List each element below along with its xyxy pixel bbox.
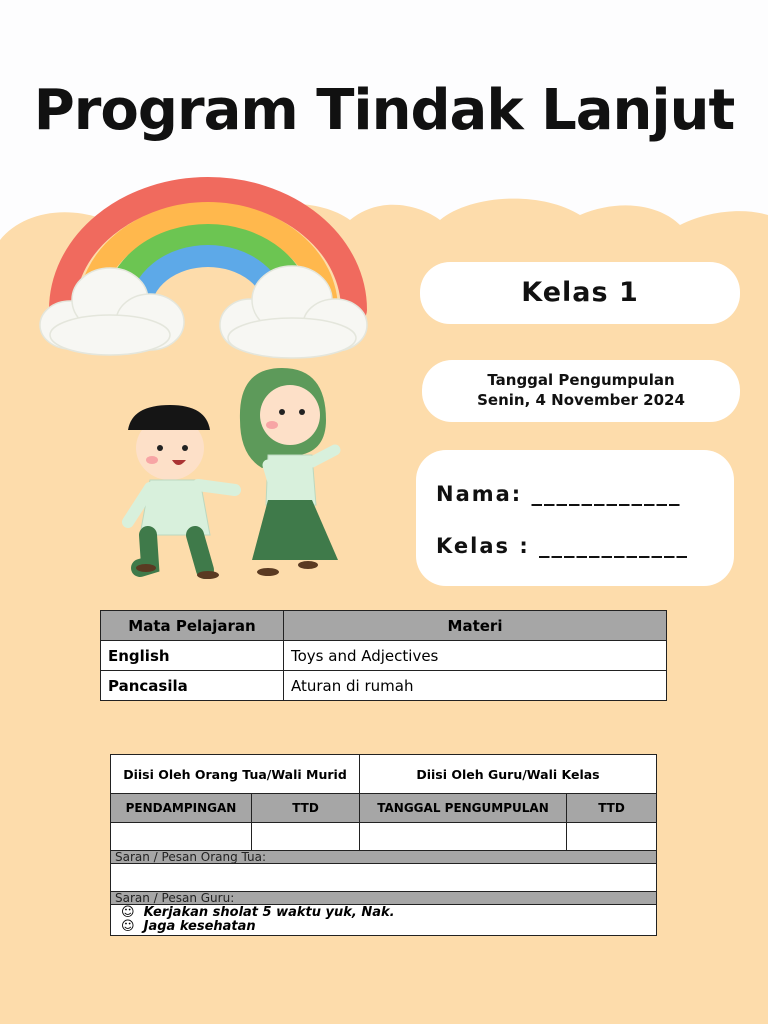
smiley-icon: ☺: [121, 905, 135, 920]
signoff-input-row: [111, 823, 657, 851]
smiley-icon: ☺: [121, 919, 135, 934]
parent-notes-label-row: [111, 851, 657, 864]
parent-section-header: Diisi Oleh Orang Tua/Wali Murid: [111, 755, 360, 794]
name-field[interactable]: Nama: ____________: [436, 482, 682, 506]
teacher-notes-label-row: [111, 892, 657, 905]
teacher-section-header: Diisi Oleh Guru/Wali Kelas: [360, 755, 657, 794]
column-header-tanggal: TANGGAL PENGUMPULAN: [360, 794, 567, 823]
class-pill: [420, 262, 740, 324]
submission-pill: [422, 360, 740, 422]
table-row: [101, 671, 667, 701]
subject-cell: Pancasila: [101, 671, 284, 701]
subject-cell: English: [101, 641, 284, 671]
identity-box: [416, 450, 734, 586]
teacher-notes-label: Saran / Pesan Guru:: [111, 892, 657, 905]
teacher-note-text: Kerjakan sholat 5 waktu yuk, Nak.: [143, 905, 395, 920]
topic-cell: Toys and Adjectives: [284, 641, 667, 671]
submission-label: Tanggal Pengumpulan: [487, 371, 675, 389]
class-field[interactable]: Kelas : ____________: [436, 534, 690, 558]
teacher-notes-row: [111, 905, 657, 936]
class-label: Kelas 1: [521, 277, 639, 308]
teacher-notes-cell: [111, 905, 657, 936]
column-header-pendampingan: PENDAMPINGAN: [111, 794, 252, 823]
ttd-parent-cell[interactable]: [252, 823, 360, 851]
parent-notes-label: Saran / Pesan Orang Tua:: [111, 851, 657, 864]
list-item: [121, 906, 652, 920]
column-header-ttd-parent: TTD: [252, 794, 360, 823]
list-item: [121, 920, 652, 934]
pendampingan-cell[interactable]: [111, 823, 252, 851]
page-title: Program Tindak Lanjut: [33, 78, 735, 143]
teacher-note-text: Jaga kesehatan: [143, 919, 256, 934]
column-header-ttd-teacher: TTD: [567, 794, 657, 823]
parent-notes-field[interactable]: [111, 864, 657, 892]
subjects-table: [100, 610, 667, 701]
signoff-header-row: [111, 755, 657, 794]
submission-date: Senin, 4 November 2024: [477, 391, 685, 409]
topic-cell: Aturan di rumah: [284, 671, 667, 701]
table-header-row: [101, 611, 667, 641]
column-header-subject: Mata Pelajaran: [101, 611, 284, 641]
table-row: [101, 641, 667, 671]
ttd-teacher-cell[interactable]: [567, 823, 657, 851]
parent-notes-row: [111, 864, 657, 892]
signoff-table: [110, 754, 657, 936]
column-header-topic: Materi: [284, 611, 667, 641]
signoff-column-row: [111, 794, 657, 823]
tanggal-cell[interactable]: [360, 823, 567, 851]
